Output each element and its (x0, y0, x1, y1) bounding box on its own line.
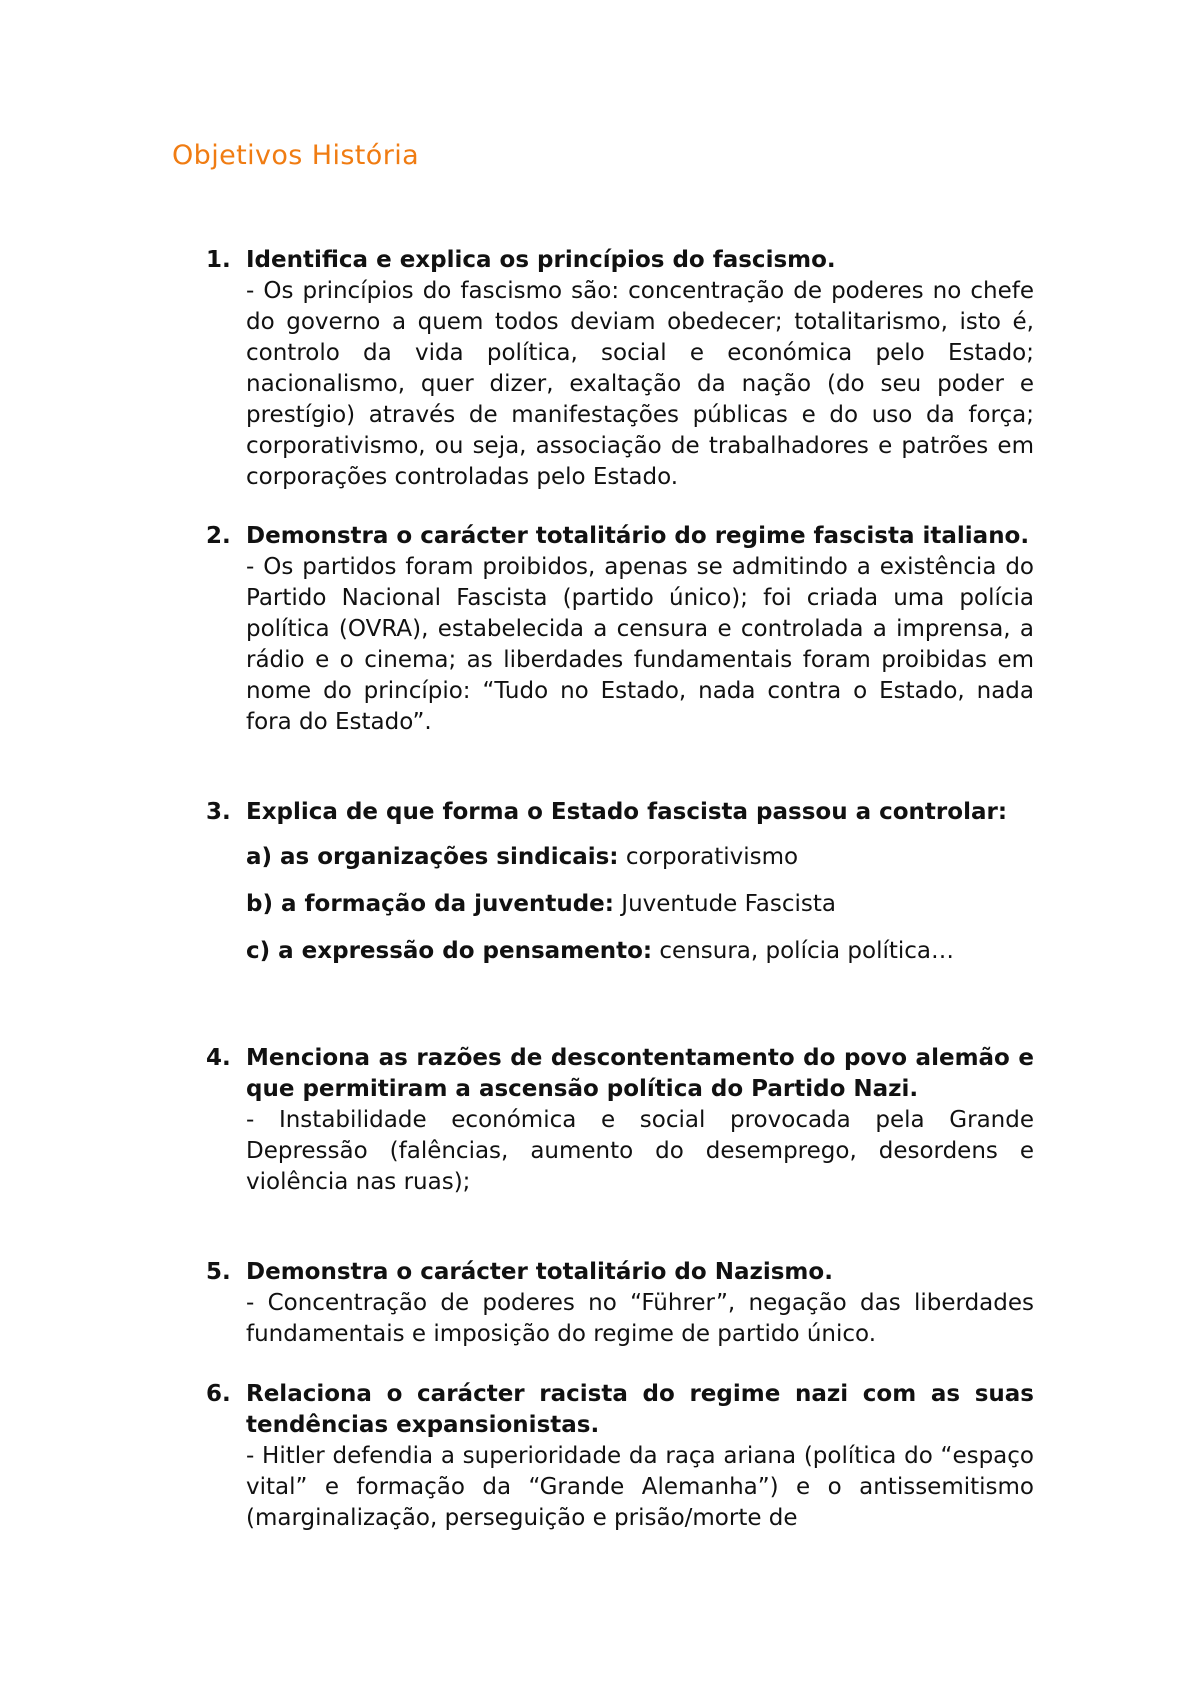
item-question: Explica de que forma o Estado fascista passou a controlar: (246, 799, 1008, 825)
list-item-6 (206, 1379, 1034, 1534)
item-number: 5. (206, 1259, 231, 1285)
item-answer: - Concentração de poderes no “Führer”, negação das liberdades fundamentais e imposição do regime de partido único. (246, 1290, 1034, 1347)
list-item-1 (206, 245, 1034, 493)
item-answer: - Os princípios do fascismo são: concentração de poderes no chefe do governo a quem todos deviam obedecer; totalitarismo, isto é, controlo da vida política, social e económica pelo Estado; nacionalismo, quer dizer, exaltação da nação (do seu poder e prestígio) através de manifestações públicas e do uso da força; corporativismo, ou seja, associação de trabalhadores e patrões em corporações controladas pelo Estado. (246, 278, 1034, 490)
item-question: Demonstra o carácter totalitário do regime fascista italiano. (246, 523, 1030, 549)
sub-item-text: Juventude Fascista (613, 891, 836, 917)
sub-item-label: c) a expressão do pensamento: (246, 938, 653, 964)
item-number: 1. (206, 247, 231, 273)
item-question: Demonstra o carácter totalitário do Nazismo. (246, 1259, 833, 1285)
sub-item-label: a) as organizações sindicais: (246, 844, 619, 870)
item-answer: - Os partidos foram proibidos, apenas se admitindo a existência do Partido Nacional Fascista (partido único); foi criada uma polícia política (OVRA), estabelecida a censura e controlada a imprensa, a rádio e o cinema; as liberdades fundamentais foram proibidas em nome do princípio: “Tudo no Estado, nada contra o Estado, nada fora do Estado”. (246, 554, 1034, 735)
sub-item-text: corporativismo (618, 844, 799, 870)
item-answer: - Hitler defendia a superioridade da raça ariana (política do “espaço vital” e formação da “Grande Alemanha”) e o antissemitismo (marginalização, perseguição e prisão/morte de (246, 1443, 1034, 1531)
item-number: 6. (206, 1381, 231, 1407)
list-item-3 (206, 797, 1034, 967)
list-item-4 (206, 1043, 1034, 1198)
sub-item-c (246, 936, 1034, 967)
item-number: 2. (206, 523, 231, 549)
item-answer: - Instabilidade económica e social provocada pela Grande Depressão (falências, aumento do desemprego, desordens e violência nas ruas); (246, 1107, 1034, 1195)
item-question: Relaciona o carácter racista do regime nazi com as suas tendências expansionistas. (246, 1381, 1034, 1438)
list-item-2 (206, 521, 1034, 738)
page-title: Objetivos História (172, 140, 420, 171)
sub-item-label: b) a formação da juventude: (246, 891, 614, 917)
item-question: Identifica e explica os princípios do fascismo. (246, 247, 836, 273)
item-question: Menciona as razões de descontentamento do povo alemão e que permitiram a ascensão política do Partido Nazi. (246, 1045, 1034, 1102)
list-item-5 (206, 1257, 1034, 1350)
sub-item-b (246, 889, 1034, 920)
sub-item-text: censura, polícia política… (652, 938, 955, 964)
item-number: 4. (206, 1045, 231, 1071)
item-number: 3. (206, 799, 231, 825)
sub-item-a (246, 842, 1034, 873)
